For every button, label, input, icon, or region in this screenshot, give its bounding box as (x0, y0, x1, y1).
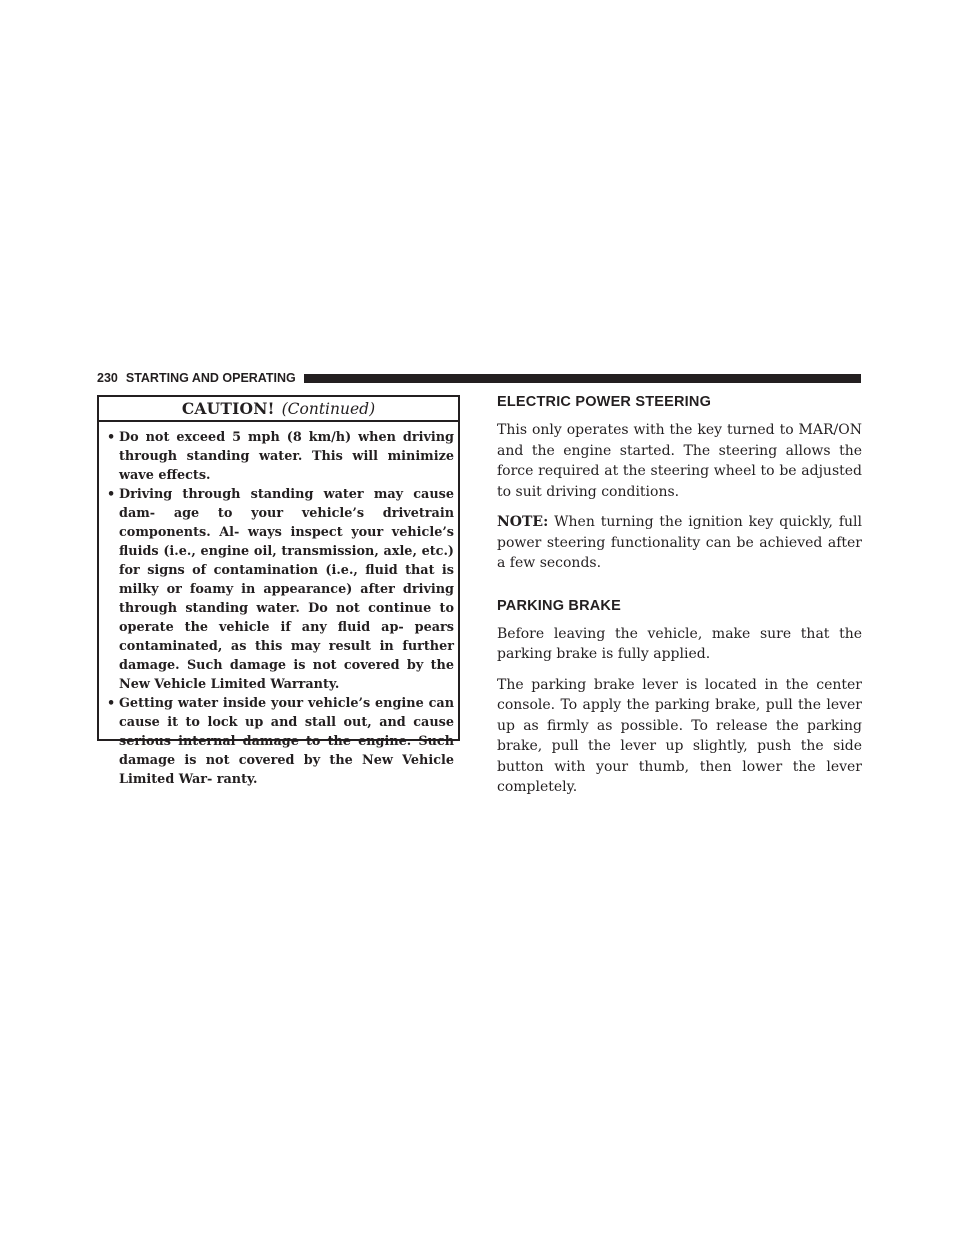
page-header (97, 369, 861, 387)
parking-body-1: Before leaving the vehicle, make sure that the parking brake is fully applied. (497, 625, 862, 662)
eps-note (497, 512, 862, 574)
eps-heading: ELECTRIC POWER STEERING (497, 394, 712, 410)
note-text: When turning the ignition key quickly, full power steering functionality can be achieved after a few seconds. (497, 514, 862, 571)
bullet-icon: • (107, 487, 116, 502)
caution-item (105, 428, 454, 485)
bullet-icon: • (107, 696, 116, 711)
caution-header (99, 397, 458, 422)
parking-body-2: The parking brake lever is located in the center console. To apply the parking brake, pull the lever up as firmly as possible. To release the parking brake, pull the lever up slightly, push the side button with your thumb, then lower the lever completely. (497, 676, 862, 795)
caution-title: CAUTION! (181, 399, 275, 418)
caution-item-text: Do not exceed 5 mph (8 km/h) when driving through standing water. This will minimize wave effects. (119, 430, 454, 483)
caution-item (105, 485, 454, 694)
eps-body: This only operates with the key turned to MAR/ON and the engine started. The steering allows the force required at the steering wheel to be adjusted to suit driving conditions. (497, 422, 862, 500)
caution-item-text: Driving through standing water may cause dam- age to your vehicle’s drivetrain components. Al- ways inspect your vehicle’s fluids (i.e., engine oil, transmission, axle, etc.) for signs of contamination (i.e., fluid that is milky or foamy in appearance) after driving through standing water. Do not continue to operate the vehicle if any fluid ap- pears contaminated, as this may result in further damage. Such damage is not covered by the New Vehicle Limited Warranty. (119, 487, 454, 692)
right-column (497, 392, 862, 798)
caution-continued: (Continued) (281, 400, 376, 418)
caution-box (97, 395, 460, 787)
bullet-icon: • (107, 430, 116, 445)
parking-heading: PARKING BRAKE (497, 597, 621, 614)
caution-item-text: Getting water inside your vehicle’s engine can cause it to lock up and stall out, and cause serious internal damage to the engine. Such damage is not covered by the New Vehicle Limited War- ranty. (119, 696, 454, 787)
header-rule (304, 374, 861, 383)
note-label: NOTE: (497, 514, 549, 530)
section-header-title: STARTING AND OPERATING (125, 371, 296, 385)
caution-item (105, 694, 454, 789)
caution-list (99, 422, 458, 789)
page-number: 230 (97, 371, 118, 385)
